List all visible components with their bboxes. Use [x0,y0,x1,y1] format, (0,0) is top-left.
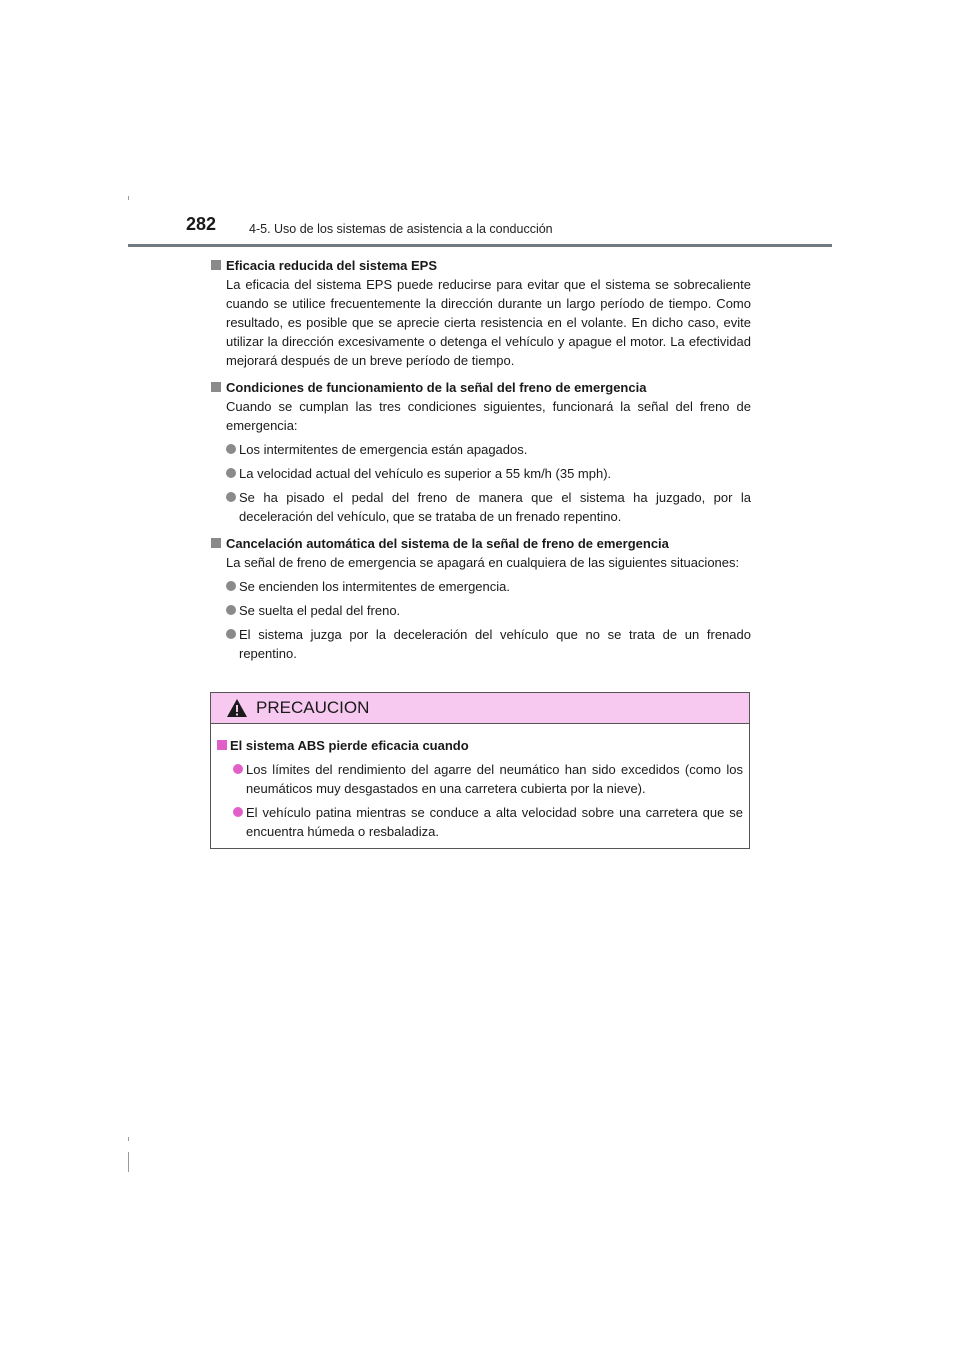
section-title: Eficacia reducida del sistema EPS [226,258,437,273]
caution-box [210,692,750,849]
round-bullet-icon [226,629,236,639]
list-item: Se suelta el pedal del freno. [226,601,751,620]
section-eps [211,256,751,370]
warning-triangle-icon [226,698,248,718]
header-rule [128,244,832,247]
square-bullet-icon [211,382,221,392]
caution-list-item: Los límites del rendimiento del agarre del neumático han sido excedidos (como los neumáticos muy desgastados en una carretera cubierta por la nieve). [233,760,743,798]
section-emergency-signal [211,378,751,526]
round-bullet-icon [226,605,236,615]
list-item: El sistema juzga por la deceleración del vehículo que no se trata de un frenado repentino. [226,625,751,663]
section-heading [211,378,751,397]
list-item: Se ha pisado el pedal del freno de manera que el sistema ha juzgado, por la deceleración del vehículo, que se trataba de un frenado repentino. [226,488,751,526]
section-paragraph: La eficacia del sistema EPS puede reducirse para evitar que el sistema se sobrecaliente cuando se utilice frecuentemente la dirección durante un largo período de tiempo. Como resultado, es posible que se aprecie cierta resistencia en el volante. En dicho caso, evite utilizar la dirección excesivamente o detenga el vehículo y apague el motor. La efectividad mejorará después de un breve período de tiempo. [226,277,751,368]
section-title: Condiciones de funcionamiento de la señal del freno de emergencia [226,380,647,395]
caution-title: PRECAUCION [256,698,370,717]
round-bullet-icon [226,444,236,454]
section-heading [211,534,751,553]
caution-body [211,724,749,841]
page-number: 282 [186,214,217,234]
square-bullet-icon [211,260,221,270]
square-bullet-icon [217,740,227,750]
list-item: Los intermitentes de emergencia están apagados. [226,440,751,459]
body-content [211,256,751,671]
round-bullet-icon [226,492,236,502]
square-bullet-icon [211,538,221,548]
margin-tick [128,1137,129,1141]
round-bullet-icon [226,581,236,591]
caution-list-item: El vehículo patina mientras se conduce a alta velocidad sobre una carretera que se encuentra húmeda o resbaladiza. [233,803,743,841]
caution-section-heading: El sistema ABS pierde eficacia cuando [217,736,743,755]
section-title: Cancelación automática del sistema de la señal de freno de emergencia [226,536,669,551]
round-bullet-icon [233,764,243,774]
round-bullet-icon [226,468,236,478]
margin-bar [128,1152,129,1172]
list-item: La velocidad actual del vehículo es superior a 55 km/h (35 mph). [226,464,751,483]
section-heading [211,256,751,275]
margin-tick [128,196,129,200]
section-paragraph: Cuando se cumplan las tres condiciones siguientes, funcionará la señal del freno de emergencia: [226,399,751,433]
list-item: Se encienden los intermitentes de emergencia. [226,577,751,596]
section-paragraph: La señal de freno de emergencia se apagará en cualquiera de las siguientes situaciones: [226,555,740,570]
section-auto-cancel [211,534,751,663]
caution-header [211,693,749,724]
round-bullet-icon [233,807,243,817]
running-head: 4-5. Uso de los sistemas de asistencia a la conducción [249,222,553,236]
